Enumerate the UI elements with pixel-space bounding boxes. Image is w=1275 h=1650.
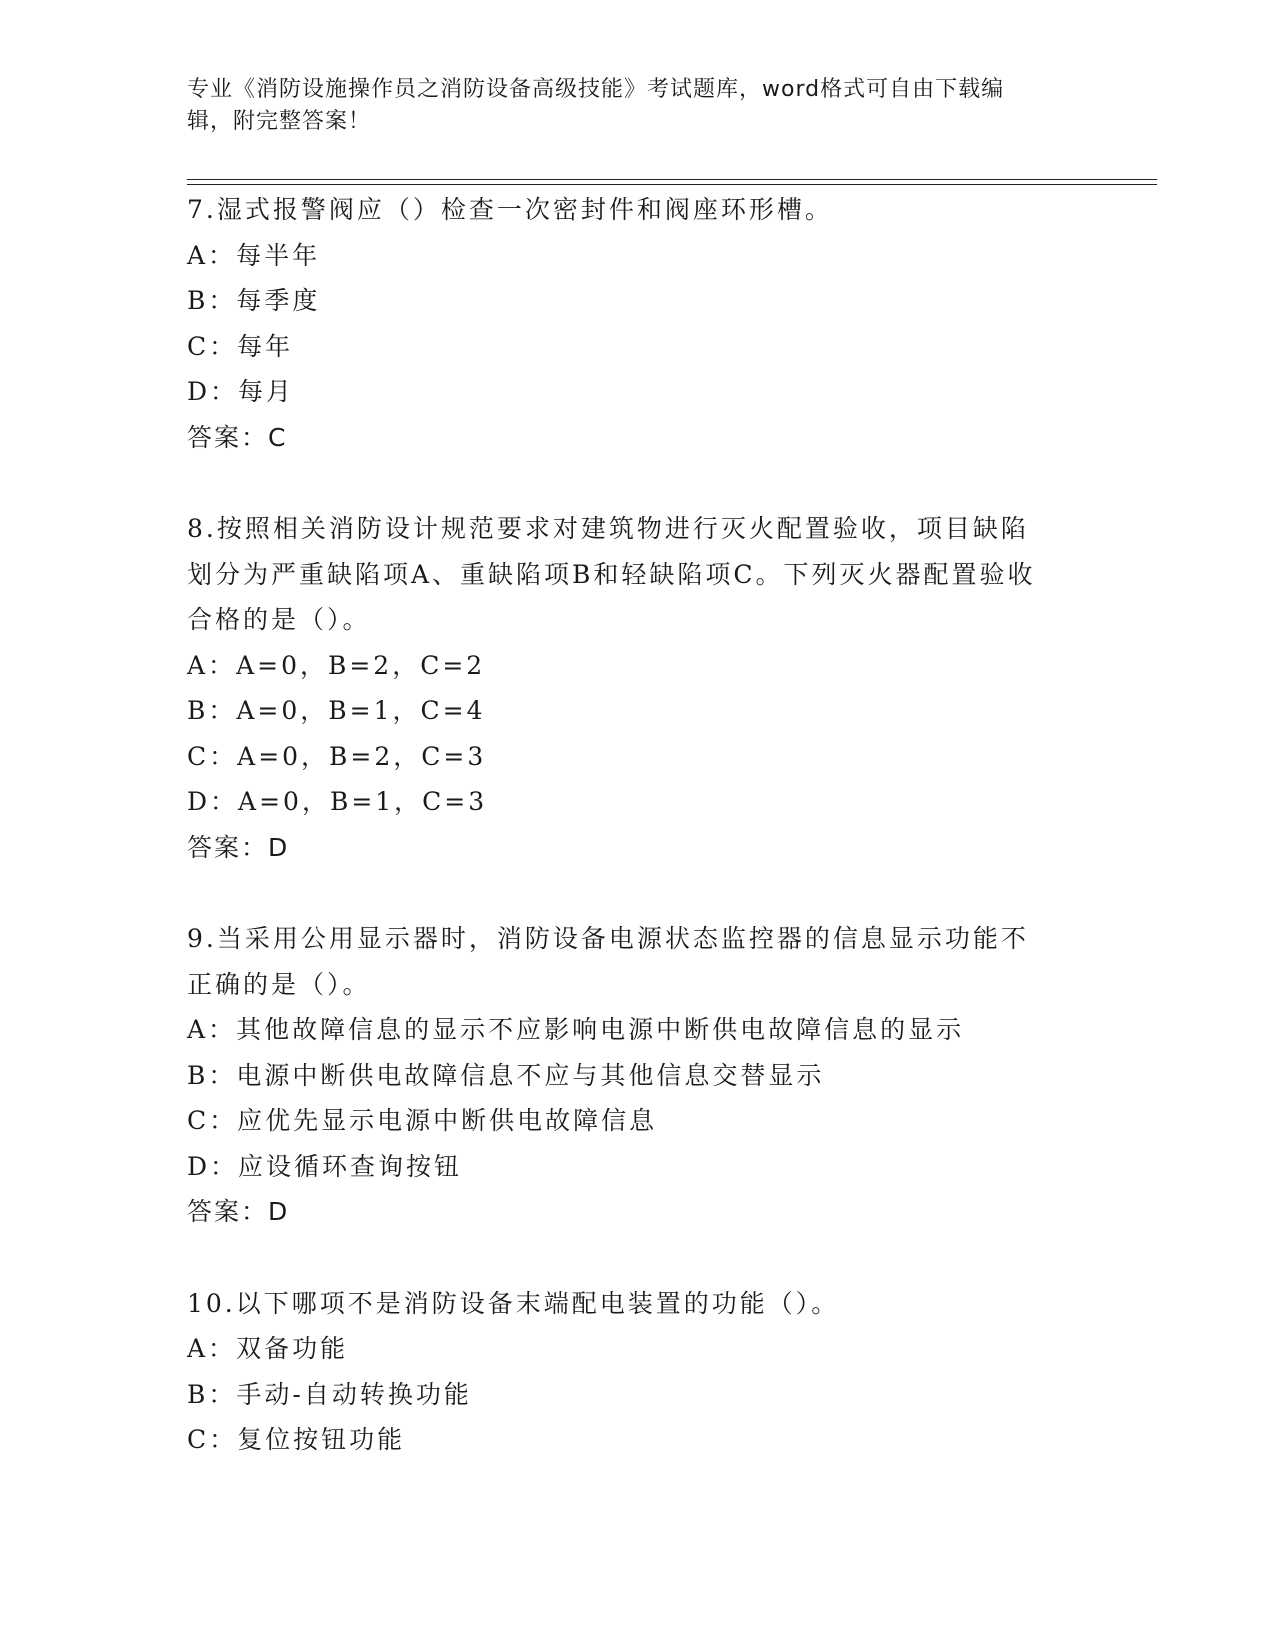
header-rule-top [187,179,1157,180]
question-stem-line: 10.以下哪项不是消防设备末端配电装置的功能（）。 [187,1288,840,1318]
question-block [187,1281,1087,1463]
option-label: A： [187,240,237,270]
document-header [187,74,1087,138]
option-label: C： [187,331,238,361]
question-stem-line: 9.当采用公用显示器时，消防设备电源状态监控器的信息显示功能不 [187,924,1029,953]
option-label: B： [187,696,237,725]
option-label: C： [187,741,238,771]
answer-option [187,1144,1087,1190]
question-block [187,916,1087,1235]
answer-key: 答案：D [187,1197,290,1226]
question-stem-line: 正确的是（）。 [187,969,371,999]
answer-key: 答案：C [187,422,288,452]
option-text: 复位按钮功能 [237,1425,406,1454]
option-label: A： [187,1334,237,1363]
option-text: 其他故障信息的显示不应影响电源中断供电故障信息的显示 [236,1015,965,1044]
option-text: 每半年 [236,240,321,270]
option-label: A： [187,650,237,680]
option-text: A=0，B=1，C=4 [236,696,486,725]
option-text: 每年 [237,331,294,361]
option-text: 每季度 [236,286,321,315]
answer-option [187,324,1087,370]
option-text: A=0，B=2，C=3 [237,741,487,771]
answer-option [187,1007,1087,1053]
question-stem-line: 划分为严重缺陷项A、重缺陷项B和轻缺陷项C。下列灭火器配置验收 [187,559,1036,589]
option-text: A=0，B=1，C=3 [238,787,488,816]
answer-option [187,1372,1087,1418]
answer-option [187,779,1087,825]
answer-option [187,688,1087,734]
option-label: C： [187,1106,238,1135]
answer-option [187,1417,1087,1463]
header-line-2: 辑，附完整答案！ [187,109,372,134]
answer-option [187,233,1087,279]
option-label: D： [187,1151,239,1181]
option-label: A： [187,1015,237,1044]
option-label: D： [187,377,239,406]
answer-option [187,369,1087,415]
option-label: D： [187,787,239,816]
option-text: 应优先显示电源中断供电故障信息 [237,1106,658,1135]
answer-option [187,1326,1087,1372]
option-label: C： [187,1425,238,1454]
question-block [187,506,1087,870]
header-rule-bottom [187,184,1157,185]
answer-key: 答案：D [187,832,290,862]
question-list [187,187,1087,1463]
answer-option [187,1098,1087,1144]
option-text: A=0，B=2，C=2 [236,650,486,680]
option-label: B： [187,1379,237,1409]
question-stem-line: 7.湿式报警阀应（）检查一次密封件和阀座环形槽。 [187,195,833,224]
option-label: B： [187,286,237,315]
option-text: 电源中断供电故障信息不应与其他信息交替显示 [236,1060,825,1090]
option-text: 手动-自动转换功能 [236,1379,472,1409]
question-stem-line: 8.按照相关消防设计规范要求对建筑物进行灭火配置验收，项目缺陷 [187,514,1029,543]
option-label: B： [187,1060,237,1090]
answer-option [187,278,1087,324]
question-stem-line: 合格的是（）。 [187,605,371,634]
option-text: 双备功能 [236,1334,349,1363]
option-text: 每月 [238,377,295,406]
header-line-1: 专业《消防设施操作员之消防设备高级技能》考试题库，word格式可自由下载编 [187,77,1005,102]
option-text: 应设循环查询按钮 [238,1151,463,1181]
answer-option [187,643,1087,689]
question-block [187,187,1087,460]
answer-option [187,1053,1087,1099]
answer-option [187,734,1087,780]
